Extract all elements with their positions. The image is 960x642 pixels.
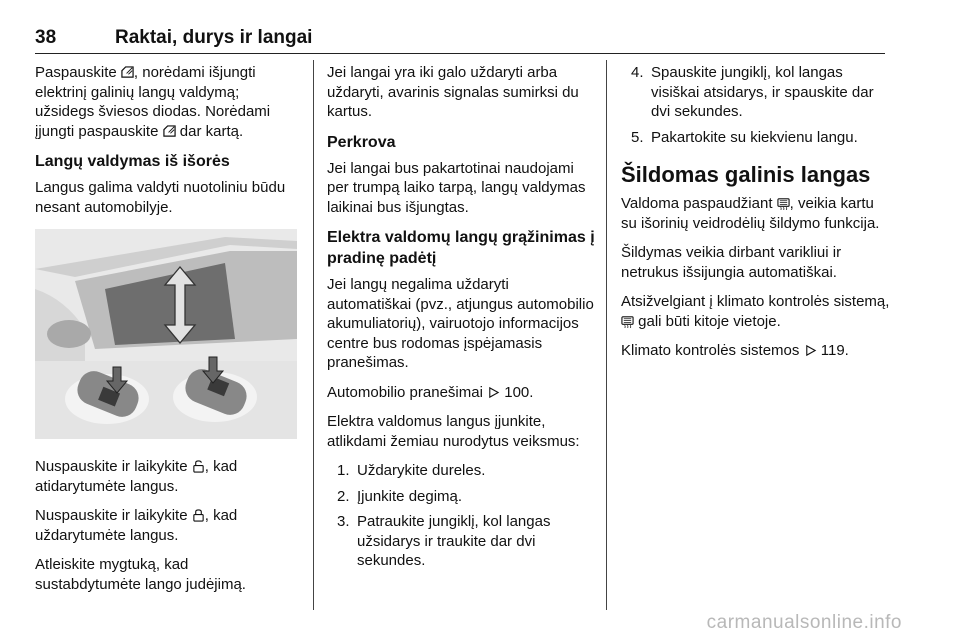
paragraph-engine: Šildymas veikia dirbant varikliui ir netrukus išsijungia automatiškai. [621, 244, 842, 281]
paragraph-release: Atleiskite mygtuką, kad sustabdytumėte lango judėjimą. [35, 556, 246, 593]
paragraph-intro: Jei langai yra iki galo uždaryti arba uždaryti, avarinis signalas sumirksi du kartus. [327, 64, 579, 120]
paragraph-heated: Valdoma paspaudžiant , veikia kartu su išorinių veidrodėlių šildymo funkcija. [621, 195, 880, 232]
paragraph-overload: Jei langai bus pakartotinai naudojami per trumpą laiko tarpą, langų valdymas laikinai bus išjungtas. [327, 159, 586, 216]
list-item: 2. Įjunkite degimą. [337, 487, 463, 505]
paragraph-close-windows: Nuspauskite ir laikykite , kad uždarytumėte langus. [35, 507, 238, 544]
key-unlock-icon [192, 460, 205, 473]
triangle-right-icon [487, 386, 500, 399]
column-3 [621, 63, 893, 371]
steps-list-1 [327, 461, 595, 571]
paragraph-open-windows: Nuspauskite ir laikykite , kad atidarytumėte langus. [35, 458, 238, 495]
list-item: 4. Spauskite jungiklį, kol langas visiškai atsidarys, ir spauskite dar dvi sekundes. [631, 64, 874, 120]
illustration-car-window-keys [35, 229, 297, 439]
paragraph-reset: Jei langų negalima uždaryti automatiškai (pvz., atjungus automobilio akumuliatorių), vairuotojo informacijos centre bus rodomas įspėjamasis pranešimas. [327, 276, 594, 371]
paragraph-remote: Langus galima valdyti nuotoliniu būdu nesant automobilyje. [35, 179, 286, 216]
page-header [35, 27, 885, 54]
heading-heated-rear-window: Šildomas galinis langas [621, 162, 871, 187]
list-item: 5. Pakartokite su kiekvienu langu. [631, 128, 858, 146]
page-title: Raktai, durys ir langai [115, 27, 313, 48]
column-1 [35, 63, 297, 604]
list-item: 3. Patraukite jungiklį, kol langas užsidarys ir traukite dar dvi sekundes. [337, 513, 551, 569]
paragraph-climate-reference: Klimato kontrolės sistemos 119. [621, 342, 849, 359]
heading-remote-windows: Langų valdymas iš išorės [35, 153, 230, 170]
paragraph-climate: Atsižvelgiant į klimato kontrolės sistemą, gali būti kitoje vietoje. [621, 293, 890, 330]
rear-defrost-icon [777, 197, 790, 210]
rear-defrost-icon [621, 315, 634, 328]
watermark: carmanualsonline.info [706, 612, 902, 633]
column-divider-2 [606, 60, 607, 610]
paragraph-steps-intro: Elektra valdomus langus įjunkite, atlikdami žemiau nurodytus veiksmus: [327, 413, 580, 450]
column-divider-1 [313, 60, 314, 610]
window-lock-icon [163, 125, 176, 138]
heading-reset: Elektra valdomų langų grąžinimas į pradinę padėtį [327, 229, 595, 267]
page-reference[interactable]: 100 [504, 383, 530, 401]
page-number: 38 [35, 27, 57, 48]
key-lock-icon [192, 509, 205, 522]
list-item: 1. Uždarykite dureles. [337, 462, 486, 479]
page-reference[interactable]: 119 [820, 342, 845, 359]
triangle-right-icon [804, 344, 817, 357]
paragraph-window-lock: Paspauskite , norėdami išjungti elektrinį galinių langų valdymą; užsidegs šviesos diodas. Norėdami įjungti paspauskite dar kartą. [35, 64, 271, 140]
paragraph-messages: Automobilio pranešimai 100. [327, 383, 534, 401]
heading-overload: Perkrova [327, 133, 396, 151]
column-2 [327, 63, 595, 581]
steps-list-2 [621, 63, 893, 147]
window-lock-icon [121, 66, 134, 79]
